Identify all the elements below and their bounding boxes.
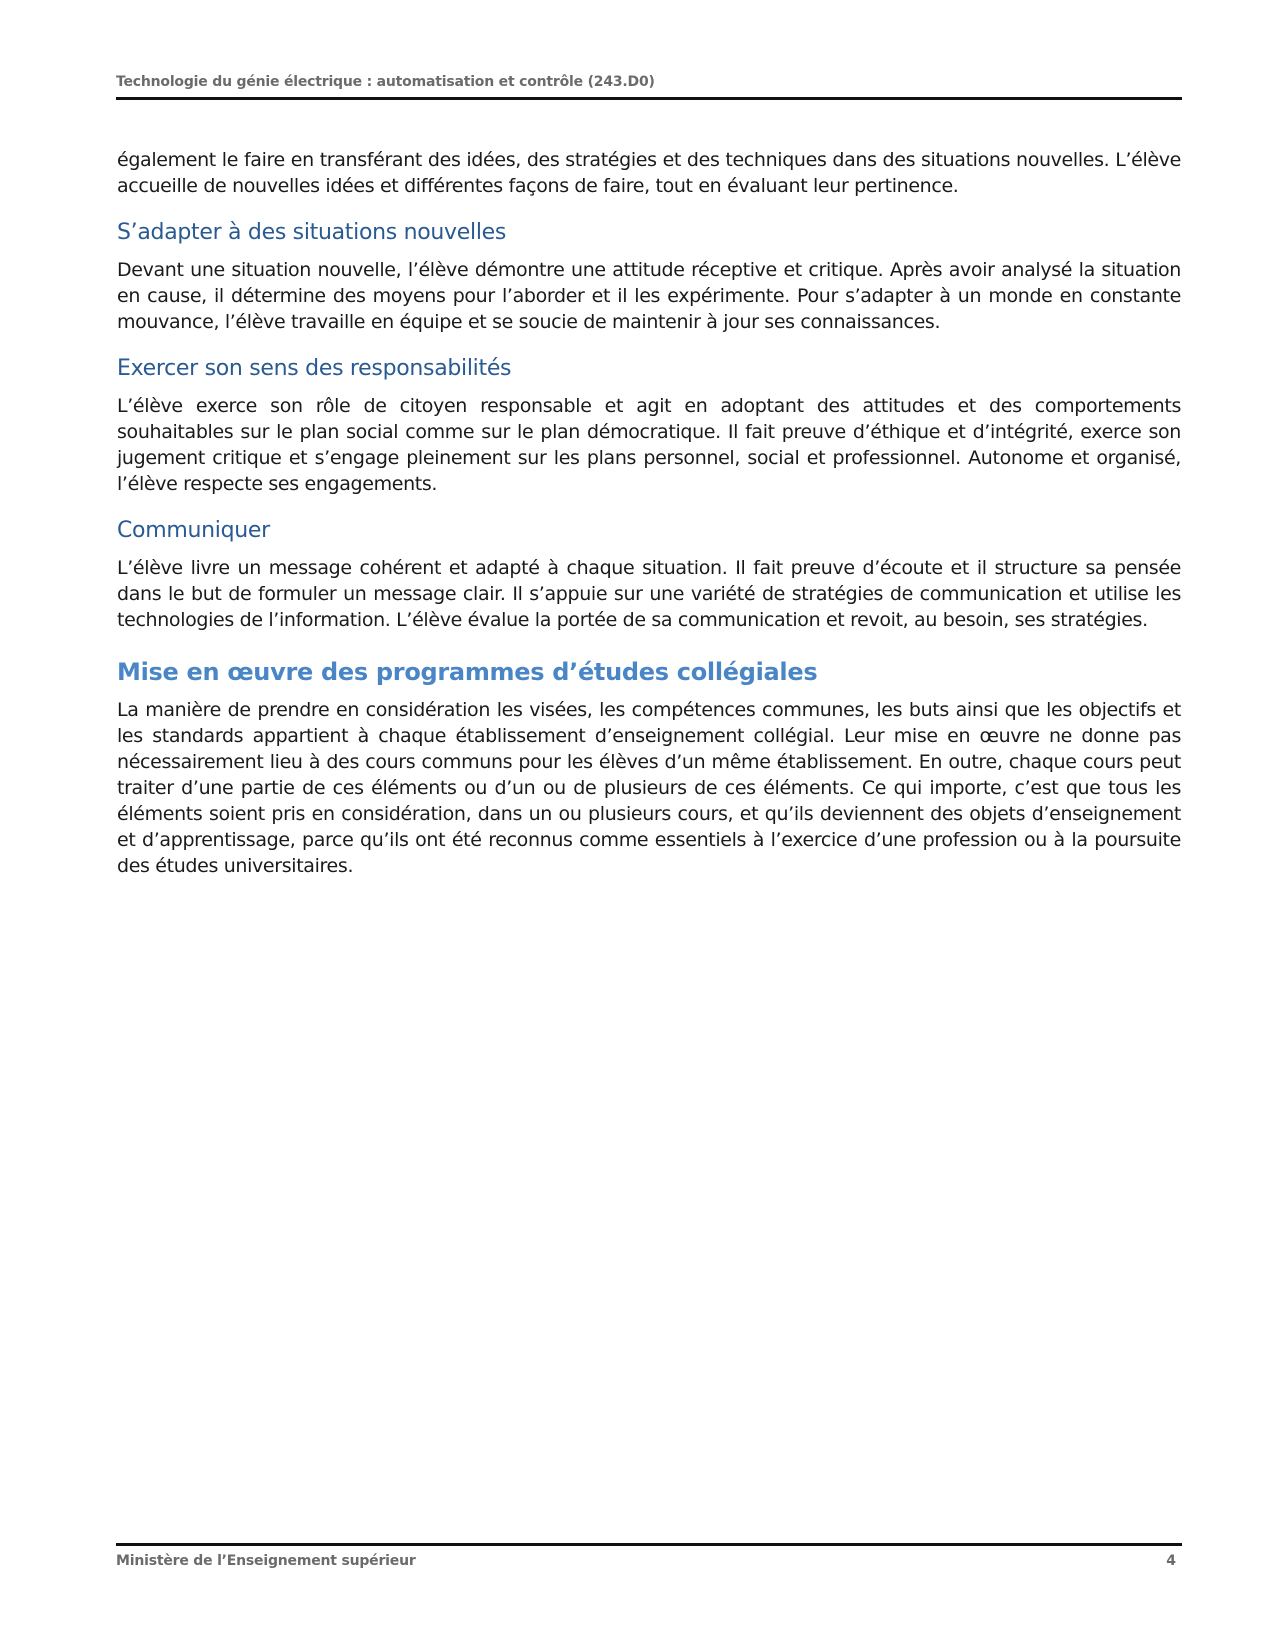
document-title: Technologie du génie électrique : automatisation et contrôle (243.D0) — [116, 74, 655, 90]
footer-publisher: Ministère de l’Enseignement supérieur — [116, 1553, 416, 1569]
page-header — [116, 71, 1182, 100]
heading-responsabilites: Exercer son sens des responsabilités — [117, 356, 512, 381]
paragraph-communiquer: L’élève livre un message cohérent et adapté à chaque situation. Il fait preuve d’écoute et il structure sa pensée dans le but de formuler un message clair. Il s’appuie sur une variété de stratégies de communication et utilise les technologies de l’information. L’élève évalue la portée de sa communication et revoit, au besoin, ses stratégies. — [117, 557, 1181, 631]
intro-paragraph: également le faire en transférant des idées, des stratégies et des techniques dans des situations nouvelles. L’élève accueille de nouvelles idées et différentes façons de faire, tout en évaluant leur pertinence. — [117, 149, 1181, 197]
heading-adapter: S’adapter à des situations nouvelles — [117, 220, 507, 245]
paragraph-adapter: Devant une situation nouvelle, l’élève démontre une attitude réceptive et critique. Après avoir analysé la situation en cause, il détermine des moyens pour l’aborder et il les expérimente. Pour s’adapter à un monde en constante mouvance, l’élève travaille en équipe et se soucie de maintenir à jour ses connaissances. — [117, 259, 1181, 333]
paragraph-mise-en-oeuvre: La manière de prendre en considération les visées, les compétences communes, les buts ainsi que les objectifs et les standards appartient à chaque établissement d’enseignement collégial. Leur mise en œuvre ne donne pas nécessairement lieu à des cours communs pour les élèves d’un même établissement. En outre, chaque cours peut traiter d’une partie de ces éléments ou d’un ou de plusieurs de ces éléments. Ce qui importe, c’est que tous les éléments soient pris en considération, dans un ou plusieurs cours, et qu’ils deviennent des objets d’enseignement et d’apprentissage, parce qu’ils ont été reconnus comme essentiels à l’exercice d’une profession ou à la poursuite des études universitaires. — [117, 699, 1181, 877]
paragraph-responsabilites: L’élève exerce son rôle de citoyen responsable et agit en adoptant des attitudes et des comportements souhaitables sur le plan social comme sur le plan démocratique. Il fait preuve d’éthique et d’intégrité, exerce son jugement critique et s’engage pleinement sur les plans personnel, social et professionnel. Autonome et organisé, l’élève respecte ses engagements. — [117, 395, 1181, 495]
heading-communiquer: Communiquer — [117, 518, 270, 543]
page-number: 4 — [1166, 1553, 1176, 1569]
heading-mise-en-oeuvre: Mise en œuvre des programmes d’études collégiales — [117, 658, 818, 686]
page-footer — [116, 1543, 1182, 1576]
page-content — [117, 147, 1181, 895]
